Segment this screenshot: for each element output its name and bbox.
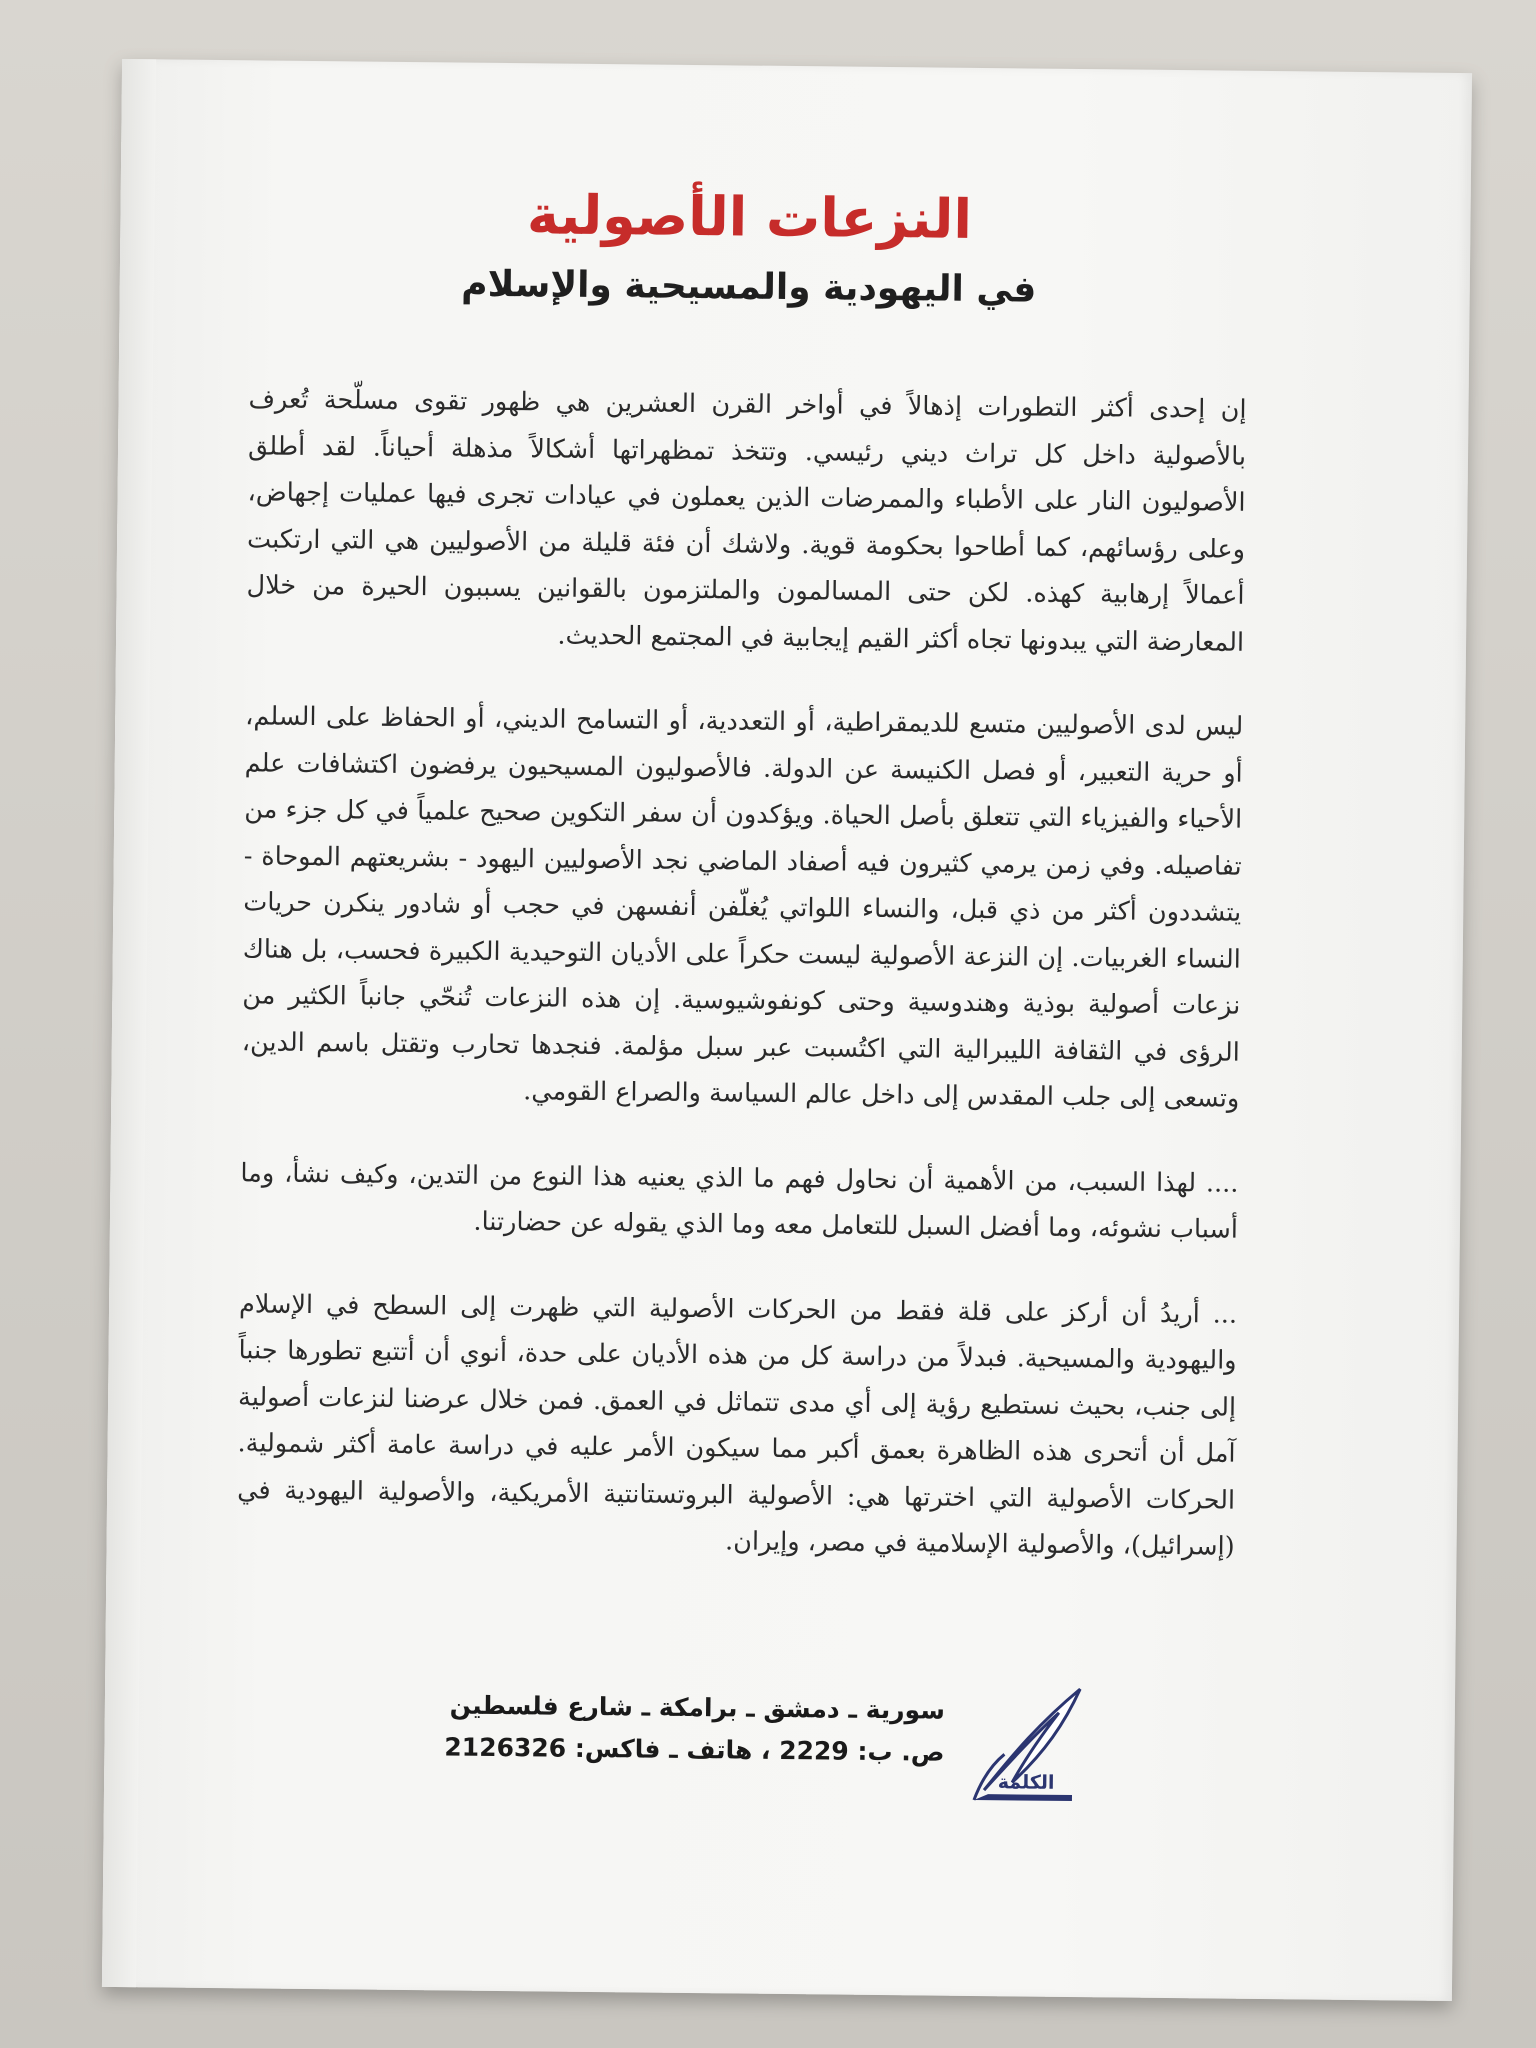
blurb-paragraph-4: ... أريدُ أن أركز على قلة فقط من الحركات الأصولية التي ظهرت إلى السطح في الإسلام واليهودية والمسيحية. فبدلاً من دراسة كل من هذه الأديان على حدة، أنوي أن أتتبع تطورها جنباً إلى جنب، بحيث نستطيع رؤية إلى أي مدى تتماثل في العمق. فمن خلال عرضنا لنزعات أصولية آمل أن أتحرى هذه الظاهرة بعمق أكبر مما سيكون الأمر عليه في دراسة عامة أكثر شمولية. الحركات الأصولية التي اخترتها هي: الأصولية البروتستانتية الأمريكية، والأصولية اليهودية في (إسرائيل)، والأصولية الإسلامية في مصر، وإيران. [236, 1288, 1238, 1562]
publisher-address-line: سورية ـ دمشق ـ برامكة ـ شارع فلسطين [449, 1690, 946, 1725]
publisher-logo-text: الكلمة [997, 1771, 1055, 1794]
book-back-cover [102, 59, 1472, 2001]
blurb-paragraph-1: إن إحدى أكثر التطورات إذهالاً في أواخر القرن العشرين هي ظهور تقوى مسلّحة تُعرف بالأصولية داخل كل تراث ديني رئيسي. وتتخذ تمظهراتها أشكالاً مذهلة أحياناً. لقد أطلق الأصوليون النار على الأطباء والممرضات الذين يعملون في عيادات تجرى فيها عمليات إجهاض، وعلى رؤسائهم، كما أطاحوا بحكومة قوية. ولاشك أن فئة قليلة من الأصوليين هي التي ارتكبت أعمالاً إرهابية كهذه. لكن حتى المسالمون والملتزمون بالقوانين يسببون الحيرة من خلال المعارضة التي يبدونها تجاه أكثر القيم إيجابية في المجتمع الحديث. [246, 384, 1247, 658]
book-subtitle: في اليهودية والمسيحية والإسلام [461, 263, 1037, 311]
blurb-paragraph-3: .... لهذا السبب، من الأهمية أن نحاول فهم ما الذي يعنيه هذا النوع من التدين، وكيف نشأ، وما أسباب نشوئه، وما أفضل السبل للتعامل معه وما الذي يقوله عن حضارتنا. [240, 1157, 1239, 1245]
blurb-paragraph-2: ليس لدى الأصوليين متسع للديمقراطية، أو التعددية، أو التسامح الديني، أو الحفاظ على السلم، أو حرية التعبير، أو فصل الكنيسة عن الدولة. فالأصوليون المسيحيون يرفضون اكتشافات علم الأحياء والفيزياء التي تتعلق بأصل الحياة. ويؤكدون أن سفر التكوين صحيح علمياً في كل جزء من تفاصيله. وفي زمن يرمي كثيرون فيه أصفاد الماضي نجد الأصوليين اليهود - بشريعتهم الموحاة - يتشددون أكثر من ذي قبل، والنساء اللواتي يُغلّفن أنفسهن في حجب أو شادور ينكرن حريات النساء الغربيات. إن النزعة الأصولية ليست حكراً على الأديان التوحيدية الكبيرة فحسب، بل هناك نزعات أصولية بوذية وهندوسية وحتى كونفوشيوسية. إن هذه النزعات تُنحّي جانباً الكثير من الرؤى في الثقافة الليبرالية التي اكتُسبت عبر سبل مؤلمة. فنجدها تحارب وتقتل باسم الدين، وتسعى إلى جلب المقدس إلى داخل عالم السياسة والصراع القومي. [241, 701, 1244, 1114]
publisher-address [444, 1684, 945, 1773]
cover-text-block [236, 180, 1249, 1608]
publisher-footer [424, 1676, 1175, 1824]
quill-logo-icon [954, 1682, 1085, 1813]
book-title: النزعات الأصولية [526, 183, 973, 251]
publisher-contact-line: ص. ب: 2229 ، هاتف ـ فاكس: 2126326 [444, 1732, 945, 1767]
